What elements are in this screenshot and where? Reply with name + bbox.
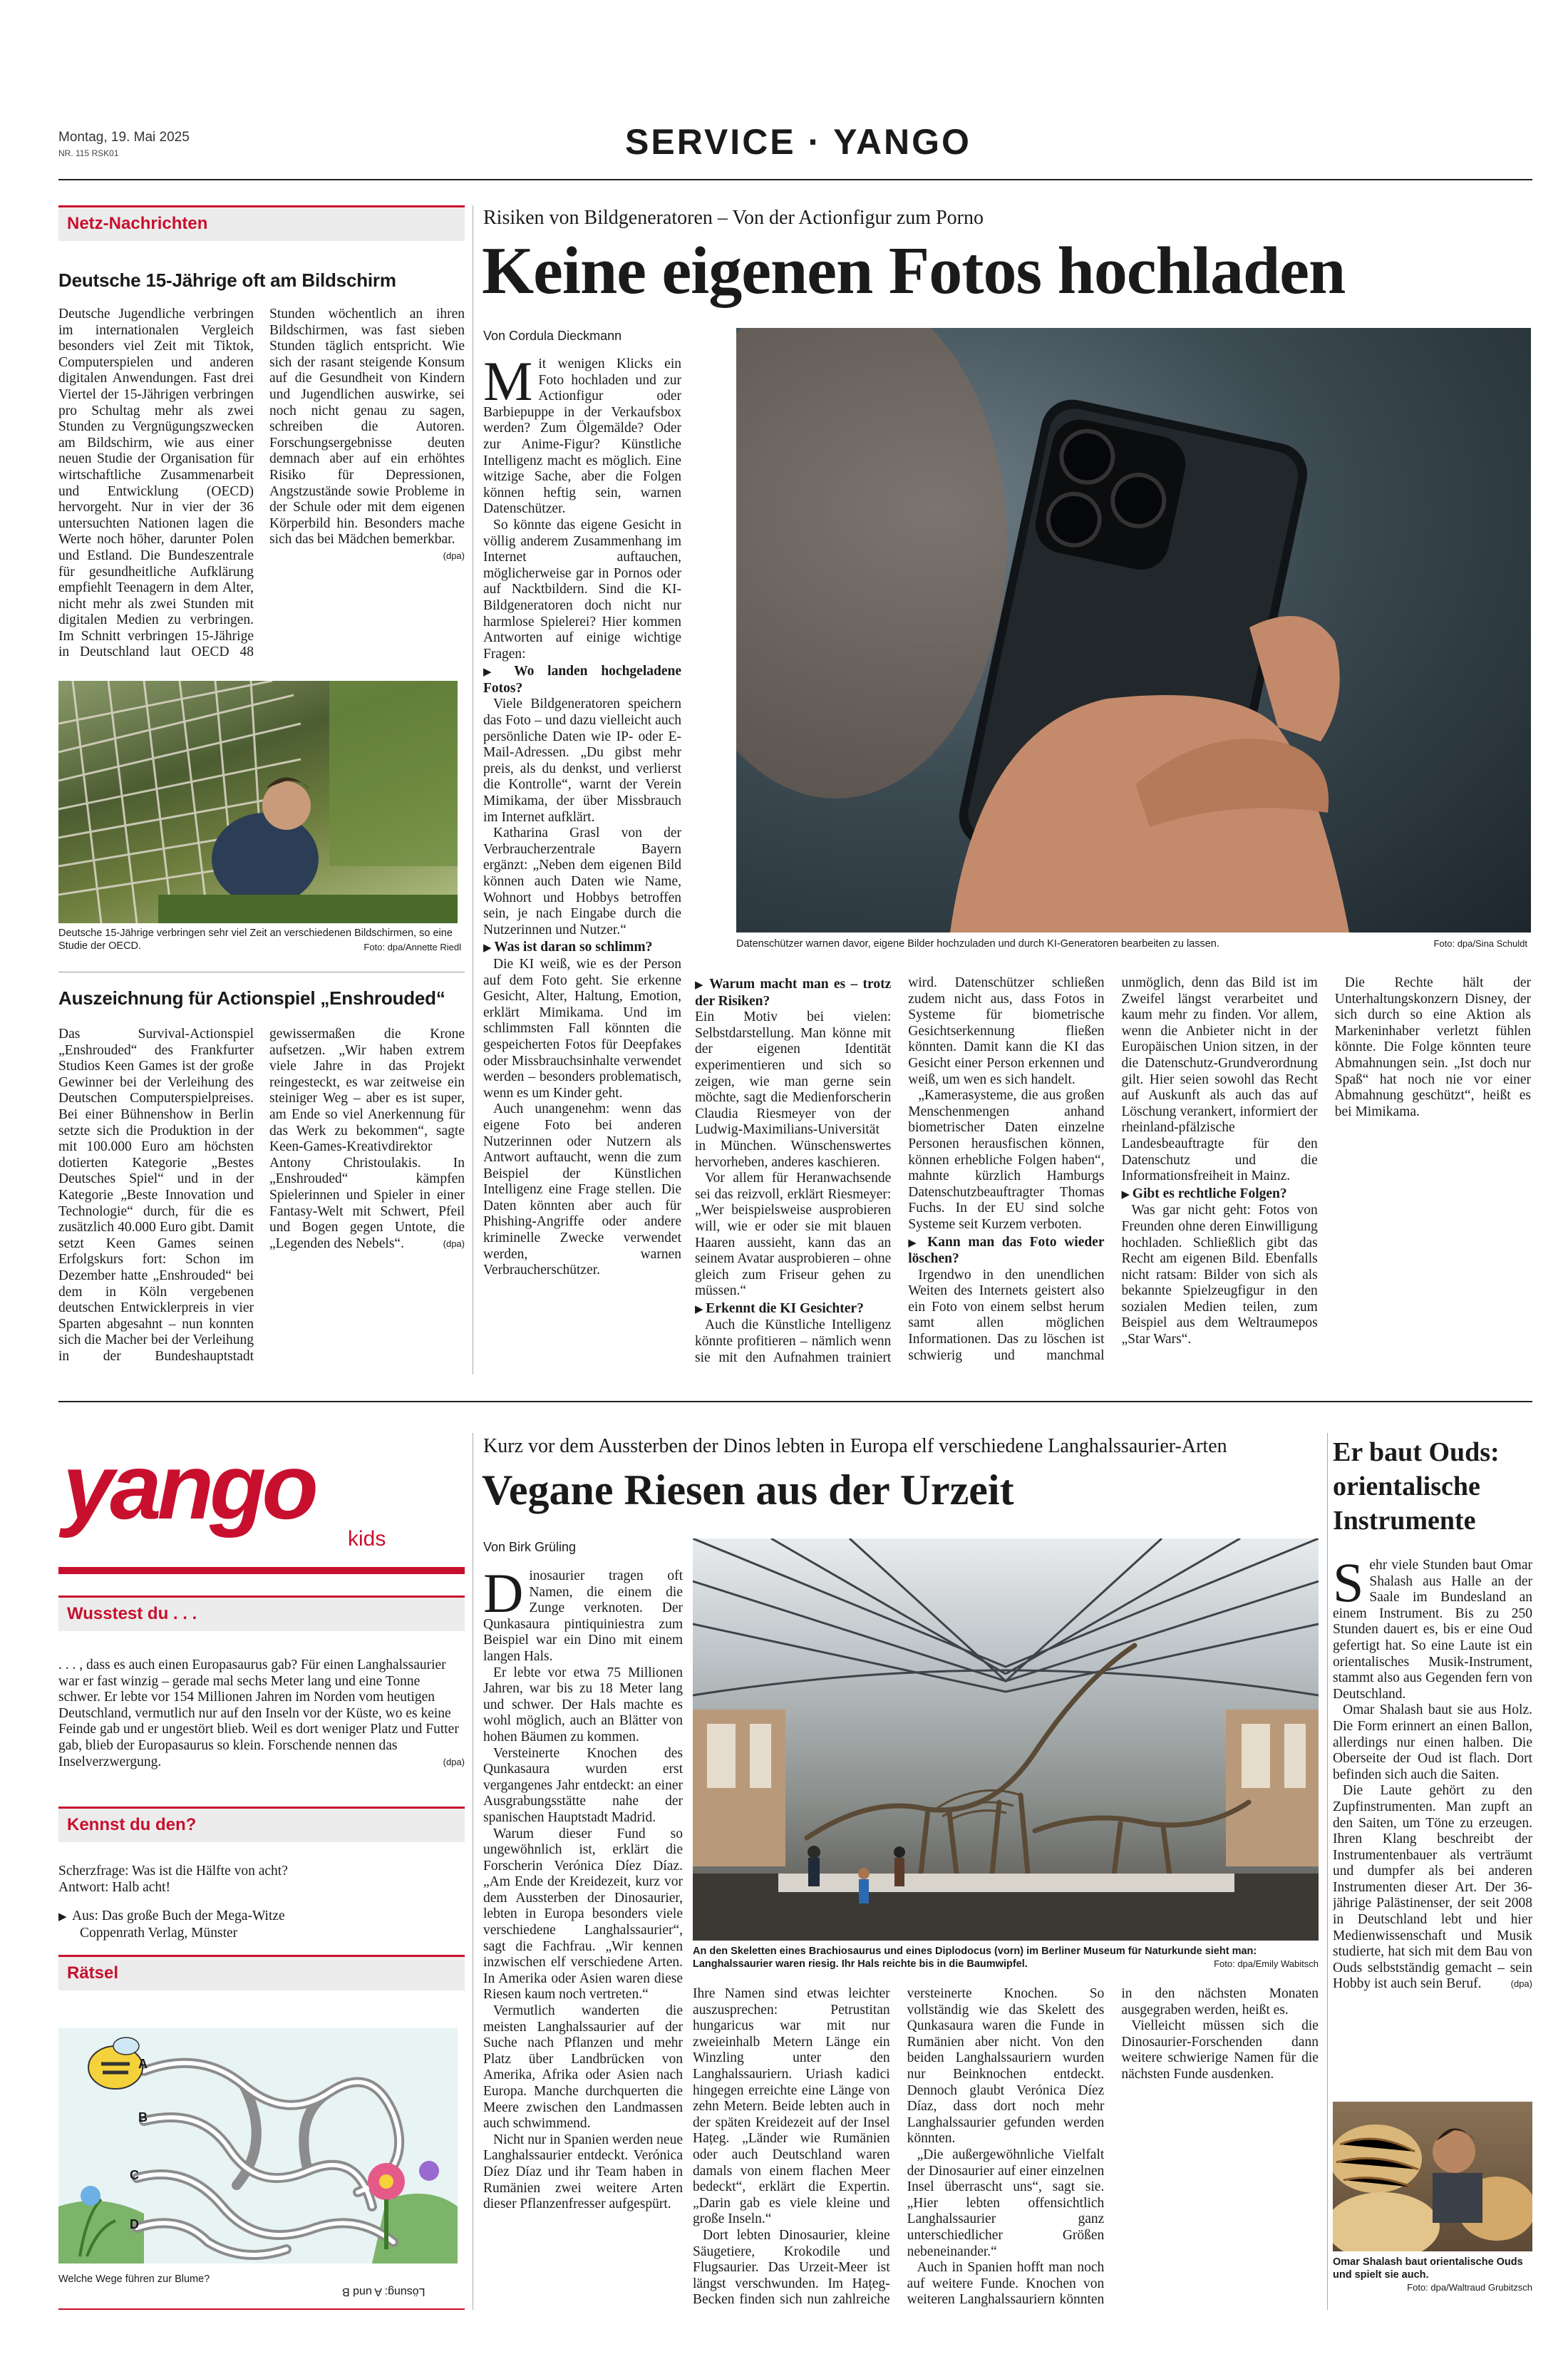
- netz-1-text: Deutsche Jugendliche verbringen im internationalen Vergleich besonders viel Zeit mit Tiktok, Computerspielen und anderen digitalen Anwendungen. Fast drei Viertel der 15-Jährigen verbringen pro Schultag mehr als zwei Stunden zu Vergnügungszwecken am Bildschirm, wie aus einer neuen Studie der Organisation für wirtschaftliche Zusammenarbeit und Entwicklung (OECD) hervorgeht. Nur in vier der 36 untersuchten Nationen lagen die Werte noch höher, darunter Polen und Estland. Die Bundeszentrale für gesundheitliche Aufklärung empfiehlt Teenagern in dem Alter, nicht mehr als zwei Stunden mit digitalen Medien zu verbringen. Im Schnitt verbringen 15-Jährige in Deutschland laut OECD 48 Stunden wöchentlich an ihren Bildschirmen, was fast sieben Stunden täglich entspricht. Wie sich der rasant steigende Konsum auf die Gesundheit von Kindern und Jugendlichen auswirke, sei noch nicht genau zu sagen, schreiben die Autoren. Forschungsergebnisse deuten demnach aber auf ein erhöhtes Risiko für Depressionen, Angstzustände sowie Probleme in der Schule oder mit dem eigenen Körperbild hin. Besonders mache sich das bei Mädchen bemerkbar.: [58, 307, 465, 660]
- ouds-headline: Er baut Ouds: orientalische Instrumente: [1333, 1437, 1500, 1536]
- main-q5: ▶ Kann man das Foto wieder löschen?: [908, 1235, 1104, 1268]
- dino-p7: Ihre Namen sind etwas leichter auszusprechen: Petrustitan hungaricus war mit nur zweieinhalb Metern Länge ein Winzling unter den Langhalssauriern. Uriash kadici hingegen erreichte eine Länge von zehn Metern. Beide lebten auch in der späten Kreidezeit auf der Insel Hațeg. „Länder wie Rumänien oder auch Deutschland waren damals von einem flachen Meer bedeckt“, erklärt die Expertin. „Darin gab es viele kleine und große Inseln.“: [693, 1986, 890, 2227]
- hammock-photo: [58, 681, 458, 923]
- main-p8: Vor allem für Heranwachsende sei das reizvoll, erklärt Riesmeyer: „Wer beispielsweise ausprobieren will, wie er oder sie mit blauen Haaren aussieht, kann das an seinem Avatar ausprobieren – ohne gleich zum Friseur gehen zu müssen.“: [695, 1171, 892, 1299]
- wusstest-source: (dpa): [443, 1756, 465, 1767]
- dino-p5: Vermutlich wanderten die meisten Langhalssaurier auf der Suche nach Pflanzen und mehr Platz über Landbrücken von Amerika, Afrika oder Asien nach Europa. Manche durchquerten die Meere zwischen den Landmassen auch schwimmend.: [483, 2003, 683, 2132]
- header-rule: [58, 179, 1532, 180]
- dino-p3: Versteinerte Knochen des Qunkasaura wurden erst vergangenes Jahr entdeckt: an einer Ausgrabungsstätte nahe der spanischen Hauptstadt Madrid.: [483, 1745, 683, 1825]
- main-drop-cap: M: [483, 356, 533, 412]
- museum-photo: [693, 1538, 1319, 1941]
- main-p5: Die KI weiß, wie es der Person auf dem Foto geht. Sie erkenne Gesicht, Alter, Haltung, Emotion, erklärt Mimikama. Und im schlimmsten Fall könnten die gespeicherten Fotos für Deepfakes oder Missbrauchsinhalte verwendet werden – besonders problematisch, wenn es um Kinder geht.: [483, 956, 681, 1101]
- wusstest-header: Wusstest du . . .: [58, 1596, 465, 1631]
- page-divider-middle: [58, 1401, 1532, 1402]
- dino-p11: Vielleicht müssen sich die Dinosaurier-Forschenden dann weitere schwierige Namen für die nächsten Funde ausdenken.: [1121, 2018, 1319, 2082]
- main-q1: ▶ Wo landen hochgeladene Fotos?: [483, 664, 681, 697]
- dino-headline: Vegane Riesen aus der Urzeit: [482, 1466, 1014, 1514]
- dino-p2: Er lebte vor etwa 75 Millionen Jahren, war bis zu 18 Meter lang und schwer. Der Hals machte es wohl möglich, auch an Blätter von hohen Bäumen zu kommen.: [483, 1665, 683, 1745]
- main-p10: „Kamerasysteme, die aus großen Menschenmengen anhand biometrischer Daten einzelne Personen herausfischen können, können erhebliche Folgen haben“, mahnte kürzlich Hamburgs Datenschutzbeauftragter Thomas Fuchs. In der EU sind solche Systeme seit Kurzem verboten.: [908, 1088, 1105, 1232]
- ouds-drop-cap: S: [1333, 1558, 1364, 1613]
- main-p3: Viele Bildgeneratoren speichern das Foto – und dazu vielleicht auch persönliche Daten wie IP- oder E-Mail-Adressen. „Du gibst mehr preis, als du denkst, und verlierst die Kontrolle“, warnt der Verein Mimikama, der über Missbrauch im Internet aufklärt.: [483, 697, 681, 825]
- main-col-1: [483, 356, 681, 1376]
- joke-question: Scherzfrage: Was ist die Hälfte von acht?: [58, 1864, 288, 1879]
- kennst-header: Kennst du den?: [58, 1807, 465, 1842]
- oud-caption: [1333, 2256, 1532, 2294]
- yango-logo: [63, 1434, 462, 1551]
- main-p13: Die Rechte hält der Unterhaltungskonzern Disney, der sich durch so eine Aktion als Markeninhaber verletzt fühlen könnte. Die Folge könnten teure Abmahnungen sein. „Ist doch nur Spaß“ hat noch nie vor einer Abmahnung geschützt“, heißt es bei Mimikama.: [1334, 975, 1531, 1119]
- main-p1: it wenigen Klicks ein Foto hochladen und zur Actionfigur oder Barbiepuppe in der Verkaufsbox werden? Zum Ölgemälde? Oder zur Anime-Figur? Künstliche Intelligenz macht es möglich. Eine witzige Sache, aber die Folgen können heftig sein, warnen Datenschützer.: [483, 356, 681, 517]
- netz-2-text: Das Survival-Actionspiel „Enshrouded“ des Frankfurter Studios Keen Games ist der große Gewinner bei der Verleihung des Deutschen Computerspielpreises. Bei einer Bühnenshow in Berlin setzte sich die Produktion in der mit 100.000 Euro am höchsten dotierten Kategorie „Bestes Deutsches Spiel“ und in der Kategorie „Beste Innovation und Technologie“ durch, für die es zusätzlich 40.000 Euro gibt. Damit setzt Keen Games seinen Erfolgskurs fort: Schon im Dezember hatte „Enshrouded“ bei dem in Köln vergebenen deutschen Entwicklerpreis in vier Sparten abgesahnt – nun konnten sich die Macher bei der Verleihung in der Bundeshauptstadt gewissermaßen die Krone aufsetzen. „Wir haben extrem viele Jahre in das Projekt reingesteckt, es war zeitweise ein steiniger Weg – aber es ist super, am Ende so viel Anerkennung für das Werk zu bekommen“, sagte Keen-Games-Kreativdirektor Antony Christoulakis. In „Enshrouded“ kämpfen Spielerinnen und Spieler in einer Fantasy-Welt mit Schwert, Pfeil und Bogen gegen Untote, die „Legenden des Nebels“.: [58, 1027, 465, 1364]
- netz-photo-credit: Foto: dpa/Annette Riedl: [363, 942, 461, 952]
- main-author: Von Cordula Dieckmann: [483, 329, 622, 343]
- maze-label-b: B: [138, 2110, 148, 2124]
- page-date: Montag, 19. Mai 2025: [58, 130, 190, 145]
- oud-caption-text: Omar Shalash baut orientalische Ouds und spielt sie auch.: [1333, 2256, 1523, 2281]
- main-q2: ▶ Was ist daran so schlimm?: [483, 940, 681, 957]
- main-photo-credit: Foto: dpa/Sina Schuldt: [1433, 938, 1527, 949]
- joke-source: ▶ Aus: Das große Buch der Mega-Witze: [58, 1908, 285, 1924]
- yango-logo-bar: [58, 1567, 465, 1574]
- netz-article-2-body: [58, 1027, 465, 1375]
- netz-section-header: Netz-Nachrichten: [58, 205, 465, 241]
- maze-puzzle: [58, 2028, 458, 2264]
- maze-label-a: A: [138, 2057, 148, 2071]
- dino-lower-columns: [693, 1986, 1319, 2310]
- maze-image: [58, 2028, 458, 2264]
- main-p2: So könnte das eigene Gesicht in völlig anderem Zusammenhang im Internet auftauchen, möglicherweise gar in Pornos oder auf Nacktbildern. Sind die KI-Bildgeneratoren doch nicht nur harmlose Spielerei? Hier kommen Antworten auf einige wichtige Fragen:: [483, 517, 681, 662]
- main-p7: Ein Motiv bei vielen: Selbstdarstellung. Man könne mit der eigenen Identität experimentieren und sich so zeigen, wie man gerne sein möchte, sagt die Medienforscherin Claudia Riesmeyer von der Ludwig-Maximilians-Universität in München. Wünschenswertes hervorheben, anderes kaschieren.: [695, 1009, 892, 1170]
- maze-label-c: C: [130, 2168, 139, 2182]
- ouds-p1: ehr viele Stunden baut Omar Shalash aus Halle an der Saale im Bundesland an einem Instrument. Bis zu 250 Stunden dauert es, bis er eine Oud gefertigt hat. So eine Laute ist ein orientalisches Musik-Instrument, stammt also aus Gegenden fern von Deutschland.: [1333, 1558, 1532, 1702]
- dino-col-1: [483, 1568, 683, 2310]
- joke-source-book: Aus: Das große Buch der Mega-Witze: [72, 1908, 285, 1924]
- kids-bottom-rule: [58, 2308, 465, 2310]
- dino-p4: Warum dieser Fund so ungewöhnlich ist, erklärt die Forscherin Verónica Díez Díaz. „Am Ende der Kreidezeit, kurz vor dem Aussterben der Dinosaurier, lebten in Europa besonders viele verschiedene Langhalssaurier“, sagt die Fachfrau. „Wir kennen inzwischen elf verschiedene Arten. In Amerika oder Asien waren diese Riesen kaum noch vertreten.“: [483, 1826, 683, 2003]
- dino-drop-cap: D: [483, 1568, 524, 1624]
- smartphone-photo: [736, 328, 1531, 932]
- raetsel-header: Rätsel: [58, 1955, 465, 1990]
- museum-image: [693, 1538, 1319, 1941]
- main-p4: Katharina Grasl von der Verbraucherzentrale Bayern ergänzt: „Neben dem eigenen Bild können auch Daten wie Name, Wohnort und Hobbys betroffen sein, je nach Eingabe durch die Nutzerinnen und Nutzer.“: [483, 826, 681, 937]
- main-lower-columns: [695, 975, 1531, 1375]
- main-q4: ▶ Erkennt die KI Gesichter?: [695, 1301, 891, 1318]
- main-caption-text: Datenschützer warnen davor, eigene Bilder hochzuladen und durch KI-Generatoren bearbeiten zu lassen.: [736, 938, 1219, 950]
- netz-headline-2: Auszeichnung für Actionspiel „Enshrouded“: [58, 987, 445, 1009]
- oud-photo-credit: Foto: dpa/Waltraud Grubitzsch: [1407, 2282, 1532, 2293]
- dino-photo-caption: [693, 1945, 1319, 1970]
- oud-image: [1333, 2102, 1532, 2251]
- dino-photo-credit: Foto: dpa/Emily Wabitsch: [1214, 1958, 1319, 1969]
- dino-p10: Auch in Spanien hofft man noch auf weitere Funde. Knochen von weiteren Langhalssauriern könnten in den nächsten Monaten ausgegraben werden, heißt es.: [907, 1986, 1319, 2308]
- main-q6: ▶ Gibt es rechtliche Folgen?: [1122, 1186, 1318, 1203]
- wusstest-body: [58, 1658, 465, 1770]
- kennst-body: [58, 1864, 465, 1941]
- ouds-body: [1333, 1558, 1532, 2075]
- joke-answer: Antwort: Halb acht!: [58, 1879, 171, 1895]
- edition-number: NR. 115 RSK01: [58, 148, 119, 158]
- yango-logo-sub: kids: [348, 1527, 386, 1551]
- main-kicker: Risiken von Bildgeneratoren – Von der Actionfigur zum Porno: [483, 207, 984, 229]
- netz-headline-1: Deutsche 15-Jährige oft am Bildschirm: [58, 269, 396, 291]
- main-headline: Keine eigenen Fotos hochladen: [482, 234, 1346, 308]
- dino-p1: inosaurier tragen oft Namen, die einem die Zunge verknoten. Der Qunkasaura pintiquiniestra zum Beispiel war ein Dino mit einem langen Hals.: [483, 1568, 683, 1664]
- dino-p8: Dort lebten Dinosaurier, kleine Säugetiere, Krokodile und Flugsaurier. Das Urzeit-Meer ist längst verschwunden. Im Hațeg-Becken finden sich nun zahlreiche versteinerte Knochen. So vollständig wie das Skelett des Qunkasaura waren die Funde in Rumänien aber nicht. Von den beiden Langhalssauriern wurden nur Beinknochen entdeckt. Dennoch glaubt Verónica Díez Díaz, dass dort noch mehr Langhalssaurier gefunden werden könnten.: [693, 1986, 1105, 2308]
- joke-source-publisher: Coppenrath Verlag, Münster: [80, 1925, 238, 1941]
- ouds-p3: Die Laute gehört zu den Zupfinstrumenten. Man zupft an den Saiten, um Töne zu erzeugen. Ihren Klang beschreibt der Instrumentenbauer als verträumt und dumpfer als bei anderen Instrumenten dieser Art. Der 36-jährige Palästinenser, der seit 2008 in Deutschland lebt und hier Medienwissenschaft und Musik studierte, hat sich mit dem Bau von Ouds selbstständig gemacht – sein Hobby ist auch sein Beruf.: [1333, 1783, 1532, 1992]
- col-divider-ouds: [1327, 1433, 1328, 2310]
- netz-photo-caption: [58, 927, 461, 954]
- yango-logo-text: yango: [63, 1434, 314, 1538]
- maze-caption: Welche Wege führen zur Blume?: [58, 2273, 210, 2285]
- main-p11: Irgendwo in den unendlichen Weiten des Internets geistert also ein Foto von einem selbst herum samt allen möglichen Informationen. Das zu löschen ist schwierig und manchmal unmöglich, denn das Bild ist im Zweifel längst verarbeitet und kaum mehr zu finden. Vor allem, wenn die Anbieter nicht in der Europäischen Union sitzen, in der die Datenschutz-Grundverordnung gilt. Hier seien sowohl das Recht auf Auskunft als auch das auf Löschung verankert, informiert der rheinland-pfälzische Landesbeauftragte für den Datenschutz und die Informationsfreiheit in Mainz.: [908, 975, 1318, 1363]
- main-p9: Auch die Künstliche Intelligenz könnte profitieren – nämlich wenn sie mit den Aufnahmen trainiert wird. Datenschützer schließen zudem nicht aus, dass Fotos in Systeme für biometrische Gesichtserkennung fließen könnten. Damit kann die KI das Gesicht einer Person erkennen und weiß, um wen es sich handelt.: [695, 975, 1105, 1365]
- section-title: SERVICE · YANGO: [625, 122, 971, 162]
- maze-solution: Lösung: A und B: [342, 2286, 425, 2298]
- ouds-source: (dpa): [1510, 1978, 1532, 1990]
- maze-label-d: D: [130, 2217, 139, 2231]
- hammock-image: [58, 681, 458, 923]
- netz-2-source: (dpa): [443, 1238, 465, 1249]
- dino-p9: „Die außergewöhnliche Vielfalt der Dinosaurier auf einer einzelnen Insel überrascht uns“, sagt sie. „Hier lebten offensichtlich Langhalssaurier ganz unterschiedlicher Größen nebeneinander.“: [907, 2147, 1105, 2259]
- main-q3-heading: ▶ Warum macht man es – trotz der Risiken?: [695, 977, 891, 1009]
- netz-caption-text: Deutsche 15-Jährige verbringen sehr viel Zeit an verschiedenen Bildschirmen, so eine Studie der OECD.: [58, 928, 453, 952]
- wusstest-text: . . . , dass es auch einen Europasaurus gab? Für einen Langhalssaurier war er fast winzig – gerade mal sechs Meter lang und eine Tonne schwer. Er lebte vor 154 Millionen Jahren im Norden vom heutigen Deutschland, vermutlich nur auf den Inseln vor der Küste, wo es keine Feinde gab und er ungestört blieb. Weil es dort weniger Platz und Futter gab, blieb der Europasaurus so klein. Forschende nennen das Inselverzwergung.: [58, 1658, 459, 1769]
- main-p6: Auch unangenehm: wenn das eigene Foto bei anderen Nutzerinnen oder Nutzern als Antwort auftaucht, wenn die zum Beispiel der Künstlichen Intelligenz eine Frage stellen. Die Daten könnten aber auch für Phishing-Angriffe oder andere kriminelle Zwecke verwendet werden, warnen Verbraucherschützer.: [483, 1101, 681, 1278]
- ouds-p2: Omar Shalash baut sie aus Holz. Die Form erinnert an einen Ballon, allerdings nur einen halben. Die Oberseite der Oud ist flach. Dort befinden sich auch die Saiten.: [1333, 1702, 1532, 1782]
- dino-caption-text: An den Skeletten eines Brachiosaurus und eines Diplodocus (vorn) im Berliner Museum für Naturkunde sieht man: Langhalssaurier waren riesig. Ihr Hals reichte bis in die Baumwipfel.: [693, 1946, 1257, 1970]
- netz-1-source: (dpa): [443, 550, 465, 561]
- oud-photo: [1333, 2102, 1532, 2251]
- dino-kicker: Kurz vor dem Aussterben der Dinos lebten in Europa elf verschiedene Langhalssaurier-Arten: [483, 1435, 1227, 1457]
- main-p12: Was gar nicht geht: Fotos von Freunden ohne deren Einwilligung hochladen. Schließlich gibt das Recht am eigenen Bild. Ebenfalls nicht ratsam: Bilder von sich als bekannte Spielzeugfigur in den sozialen Medien teilen, zum Beispiel aus dem Weltraumepos „Star Wars“.: [1121, 1203, 1318, 1347]
- dino-author: Von Birk Grüling: [483, 1540, 577, 1554]
- dino-p6: Nicht nur in Spanien werden neue Langhalssaurier entdeckt. Verónica Díez Díaz und ihr Team haben in Rumänien zwei weitere Arten dieser Pflanzenfresser aufgespürt.: [483, 2132, 683, 2212]
- smartphone-image: [736, 328, 1531, 932]
- main-photo-caption: [736, 937, 1527, 950]
- netz-article-1-body: [58, 307, 465, 676]
